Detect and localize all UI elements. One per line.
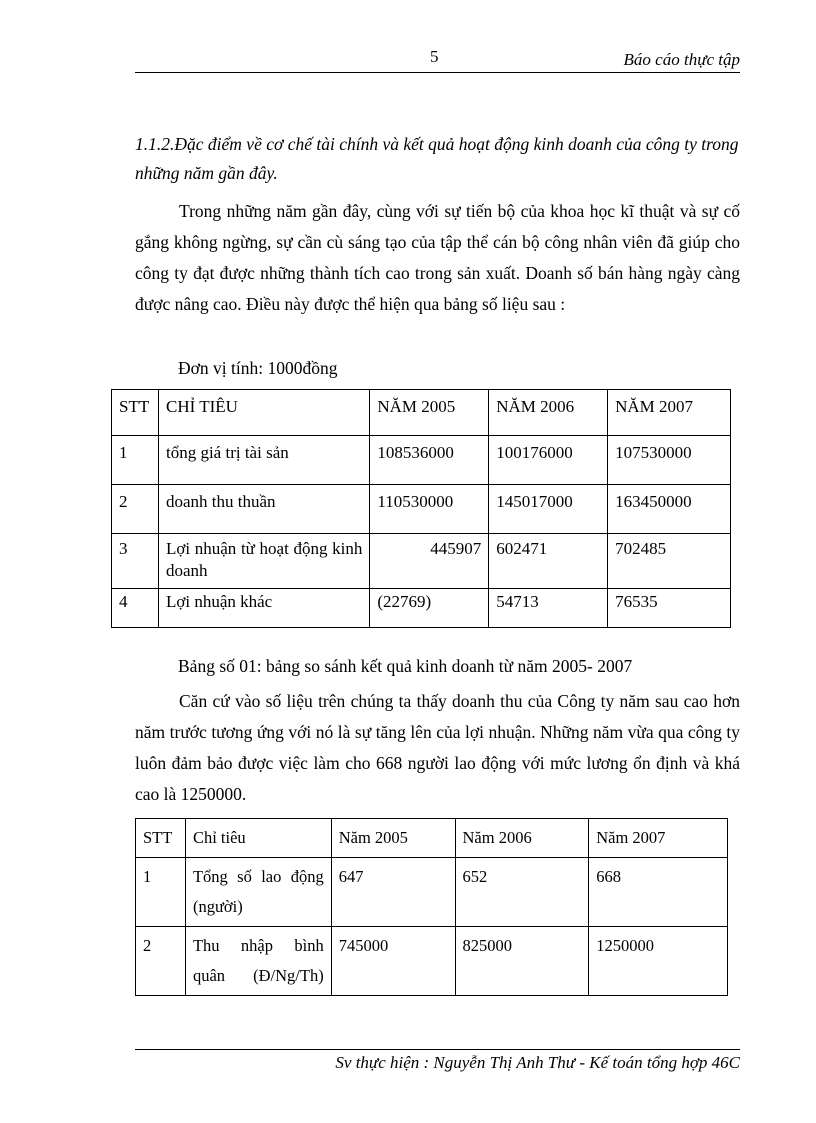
table-header-cell: Chỉ tiêu (185, 819, 331, 858)
table-caption: Bảng số 01: bảng so sánh kết quả kinh doanh từ năm 2005- 2007 (178, 656, 633, 676)
table-cell: 825000 (455, 927, 589, 996)
table-row (112, 436, 731, 485)
table-row (112, 534, 731, 589)
table-header-cell: NĂM 2006 (489, 390, 608, 436)
table-header-cell: Năm 2007 (589, 819, 728, 858)
table-row (112, 485, 731, 534)
paragraph-intro (135, 196, 740, 320)
table-header-cell: STT (112, 390, 159, 436)
table-cell: 54713 (489, 589, 608, 628)
section-heading: 1.1.2.Đặc điểm về cơ chế tài chính và kết quả hoạt động kinh doanh của công ty trong những năm gần đây. (135, 134, 739, 183)
table-cell: tổng giá trị tài sản (158, 436, 369, 485)
table-cell: 602471 (489, 534, 608, 589)
table-cell: 745000 (331, 927, 455, 996)
table-cell: 1 (112, 436, 159, 485)
table-cell: 107530000 (608, 436, 731, 485)
table-cell: Tổng số lao động (người) (185, 858, 331, 927)
table-header-cell: CHỈ TIÊU (158, 390, 369, 436)
page-number: 5 (430, 47, 439, 66)
table-cell: 145017000 (489, 485, 608, 534)
paragraph-intro-text: Trong những năm gần đây, cùng với sự tiến bộ của khoa học kĩ thuật và sự cố gắng không ngừng, sự cần cù sáng tạo của tập thể cán bộ công nhân viên đã giúp cho công ty đạt được những thành tích cao trong sản xuất. Doanh số bán hàng ngày càng được nâng cao. Điều này được thể hiện qua bảng số liệu sau : (135, 201, 740, 314)
table-cell: 76535 (608, 589, 731, 628)
table-cell: (22769) (370, 589, 489, 628)
table-cell: 445907 (370, 534, 489, 589)
table-cell: doanh thu thuần (158, 485, 369, 534)
table-header-row (136, 819, 728, 858)
table-header-cell: STT (136, 819, 186, 858)
table-cell: 702485 (608, 534, 731, 589)
table-cell: 2 (112, 485, 159, 534)
header-title: Báo cáo thực tập (623, 50, 740, 69)
table-row (136, 927, 728, 996)
paragraph-analysis-text: Căn cứ vào số liệu trên chúng ta thấy doanh thu của Công ty năm sau cao hơn năm trước tương ứng với nó là sự tăng lên của lợi nhuận. Những năm vừa qua công ty luôn đảm bảo được việc làm cho 668 người lao động với mức lương ổn định và khá cao là 1250000. (135, 691, 740, 804)
table-row (112, 589, 731, 628)
unit-label: Đơn vị tính: 1000đồng (178, 358, 338, 378)
table-cell: 1250000 (589, 927, 728, 996)
table-cell: 668 (589, 858, 728, 927)
table-header-cell: NĂM 2007 (608, 390, 731, 436)
table-header-cell: Năm 2005 (331, 819, 455, 858)
footer-rule (135, 1049, 740, 1050)
table-cell: 3 (112, 534, 159, 589)
table-cell: 652 (455, 858, 589, 927)
financial-results-table (111, 389, 731, 628)
table-cell: Lợi nhuận từ hoạt động kinh doanh (158, 534, 369, 589)
table-cell: Lợi nhuận khác (158, 589, 369, 628)
header-rule (135, 72, 740, 73)
table-cell: 4 (112, 589, 159, 628)
paragraph-analysis (135, 686, 740, 810)
table-cell: 163450000 (608, 485, 731, 534)
table-header-row (112, 390, 731, 436)
table-cell: 1 (136, 858, 186, 927)
table-cell: 110530000 (370, 485, 489, 534)
table-cell: 2 (136, 927, 186, 996)
table-cell: 108536000 (370, 436, 489, 485)
table-header-cell: NĂM 2005 (370, 390, 489, 436)
labor-income-table (135, 818, 728, 996)
table-cell: Thu nhập bình quân (Đ/Ng/Th) (185, 927, 331, 996)
table-cell: 647 (331, 858, 455, 927)
table-row (136, 858, 728, 927)
table-cell: 100176000 (489, 436, 608, 485)
table-header-cell: Năm 2006 (455, 819, 589, 858)
footer-author: Sv thực hiện : Nguyễn Thị Anh Thư - Kế toán tổng hợp 46C (335, 1053, 740, 1072)
